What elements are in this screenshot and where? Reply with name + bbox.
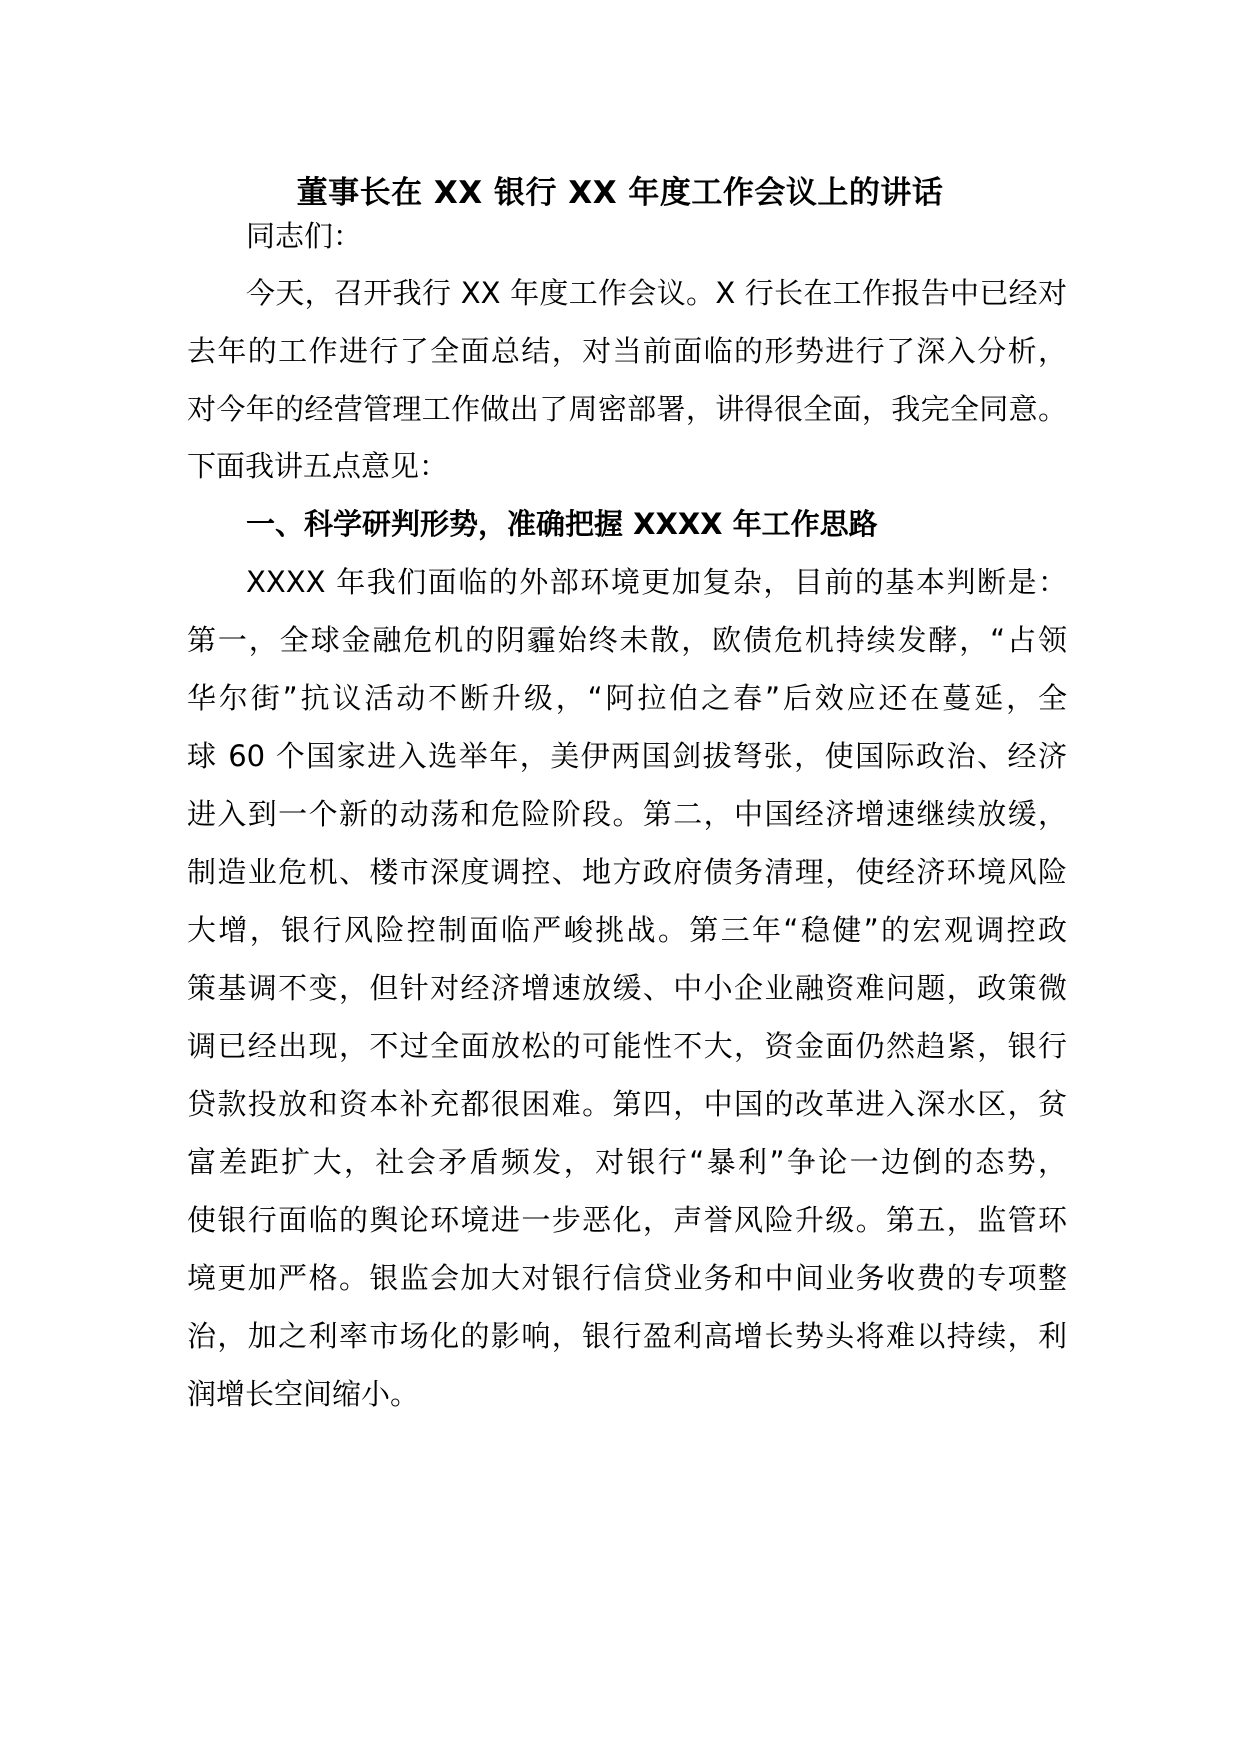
section-line: 治，加之利率市场化的影响，银行盈利高增长势头将难以持续，利	[187, 1319, 1067, 1353]
section-line: 第一，全球金融危机的阴霾始终未散，欧债危机持续发酵，“占领	[187, 623, 1067, 657]
section-line: 润增长空间缩小。	[187, 1377, 420, 1411]
intro-line: 今天，召开我行 XX 年度工作会议。X 行长在工作报告中已经对	[246, 276, 1067, 310]
section-line: 调已经出现，不过全面放松的可能性不大，资金面仍然趋紧，银行	[187, 1029, 1067, 1063]
intro-line: 去年的工作进行了全面总结，对当前面临的形势进行了深入分析，	[187, 334, 1067, 368]
section-line: 制造业危机、楼市深度调控、地方政府债务清理，使经济环境风险	[187, 855, 1067, 889]
greeting: 同志们：	[246, 219, 363, 253]
section-line: 贷款投放和资本补充都很困难。第四，中国的改革进入深水区，贫	[187, 1087, 1067, 1121]
intro-line: 下面我讲五点意见：	[187, 449, 449, 483]
section-line: 华尔街”抗议活动不断升级，“阿拉伯之春”后效应还在蔓延，全	[187, 681, 1067, 715]
section-heading: 一、科学研判形势，准确把握 XXXX 年工作思路	[246, 507, 878, 541]
section-line: 使银行面临的舆论环境进一步恶化，声誉风险升级。第五，监管环	[187, 1203, 1067, 1237]
section-line: XXXX 年我们面临的外部环境更加复杂，目前的基本判断是：	[246, 565, 1067, 599]
section-line: 境更加严格。银监会加大对银行信贷业务和中间业务收费的专项整	[187, 1261, 1067, 1295]
section-line: 富差距扩大，社会矛盾频发，对银行“暴利”争论一边倒的态势，	[187, 1145, 1067, 1179]
document-title: 董事长在 XX 银行 XX 年度工作会议上的讲话	[296, 175, 944, 211]
section-line: 进入到一个新的动荡和危险阶段。第二，中国经济增速继续放缓，	[187, 797, 1067, 831]
section-line: 球 60 个国家进入选举年，美伊两国剑拔弩张，使国际政治、经济	[187, 739, 1067, 773]
section-line: 策基调不变，但针对经济增速放缓、中小企业融资难问题，政策微	[187, 971, 1067, 1005]
intro-line: 对今年的经营管理工作做出了周密部署，讲得很全面，我完全同意。	[187, 392, 1067, 426]
section-line: 大增，银行风险控制面临严峻挑战。第三年“稳健”的宏观调控政	[187, 913, 1067, 947]
